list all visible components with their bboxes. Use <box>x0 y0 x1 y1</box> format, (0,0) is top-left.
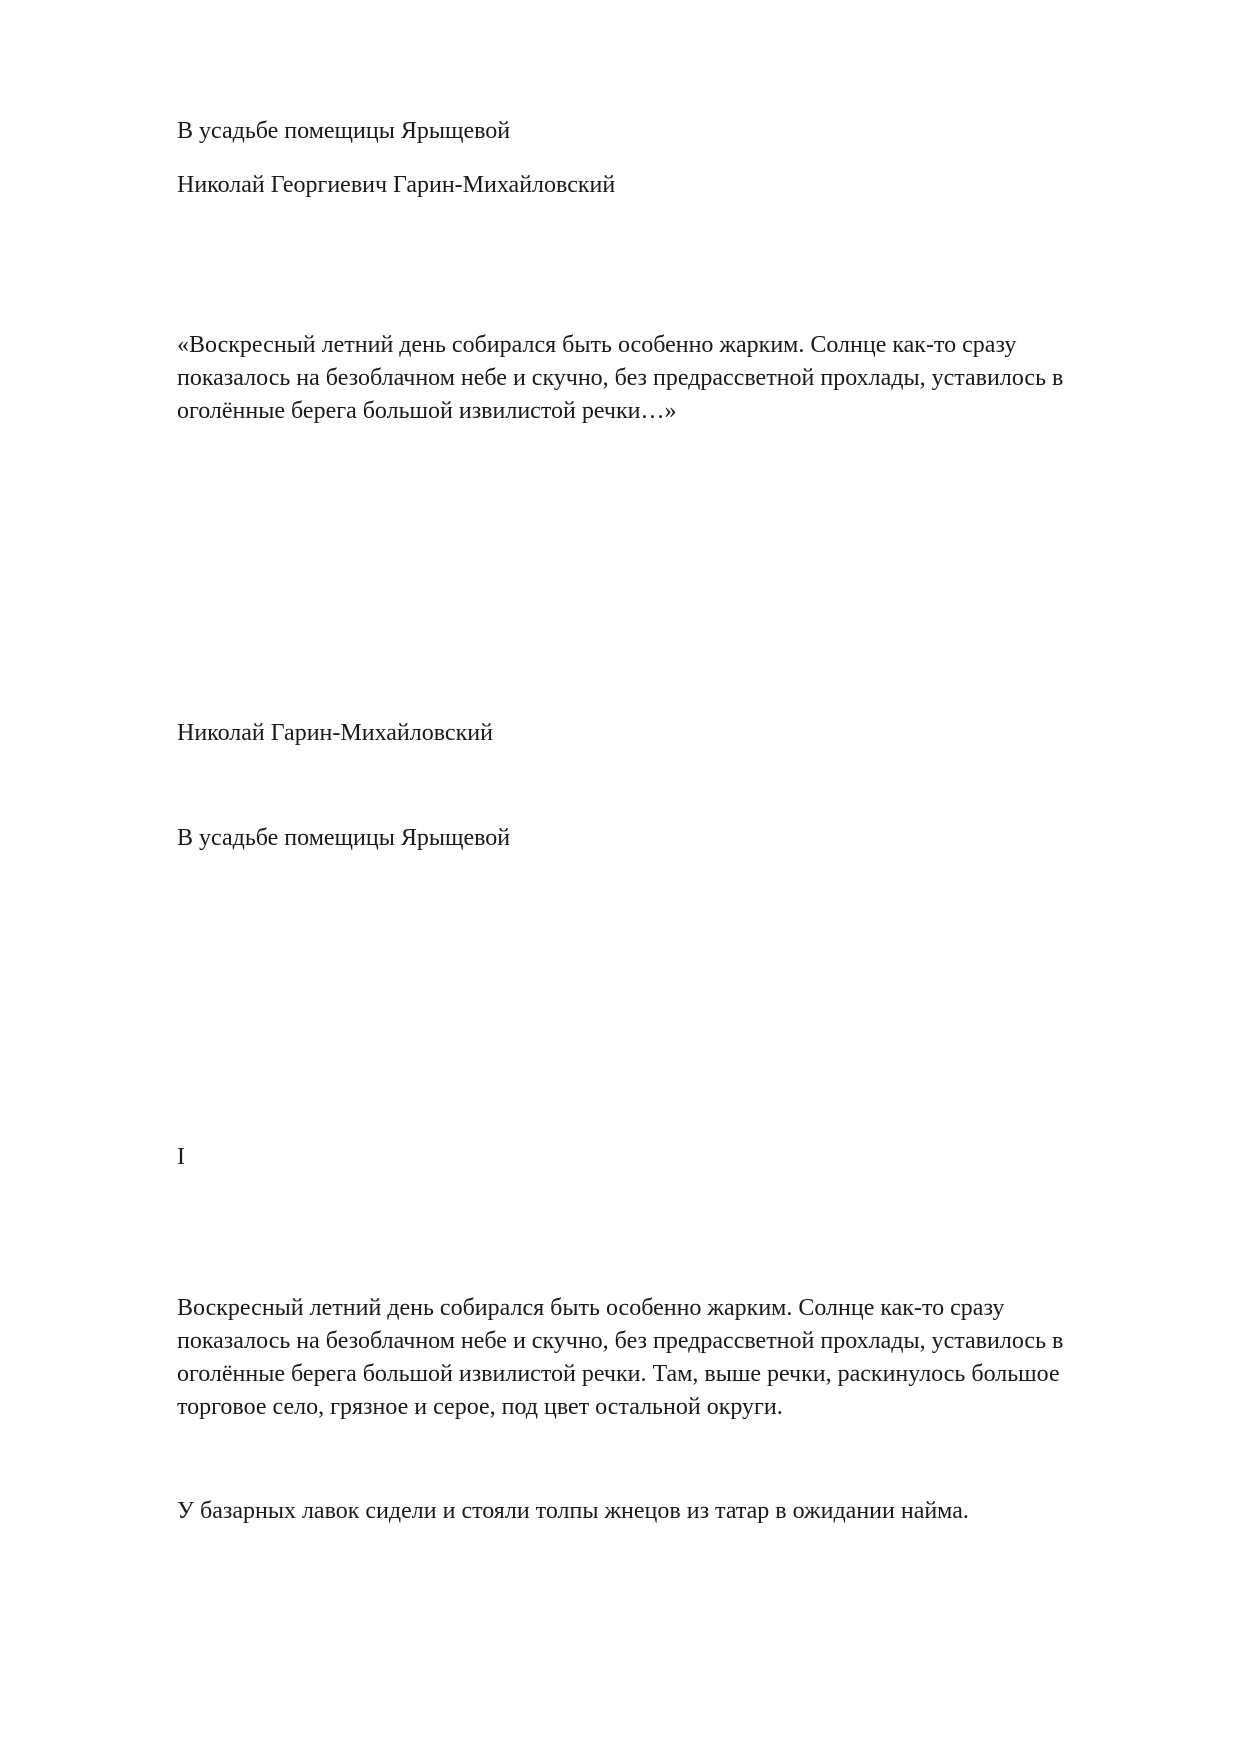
title-page-title: В усадьбе помещицы Ярыщевой <box>177 825 511 851</box>
chapter-paragraph-2: У базарных лавок сидели и стояли толпы жнецов из татар в ожидании найма. <box>177 1498 969 1524</box>
title-page-author: Николай Гарин-Михайловский <box>177 720 493 746</box>
book-title: В усадьбе помещицы Ярыщевой <box>177 118 511 144</box>
chapter-paragraph-1: Воскресный летний день собирался быть особенно жарким. Солнце как-то сразу показалось на безоблачном небе и скучно, без предрассветной прохлады, уставилось в оголённые берега большой извилистой речки. Там, выше речки, раскинулось большое торговое село, грязное и серое, под цвет остальной округи. <box>177 1295 1064 1420</box>
chapter-number: I <box>177 1144 185 1170</box>
book-author-full: Николай Георгиевич Гарин-Михайловский <box>177 172 616 198</box>
annotation-paragraph: «Воскресный летний день собирался быть особенно жарким. Солнце как-то сразу показалось на безоблачном небе и скучно, без предрассветной прохлады, уставилось в оголённые берега большой извилистой речки…» <box>177 332 1064 424</box>
